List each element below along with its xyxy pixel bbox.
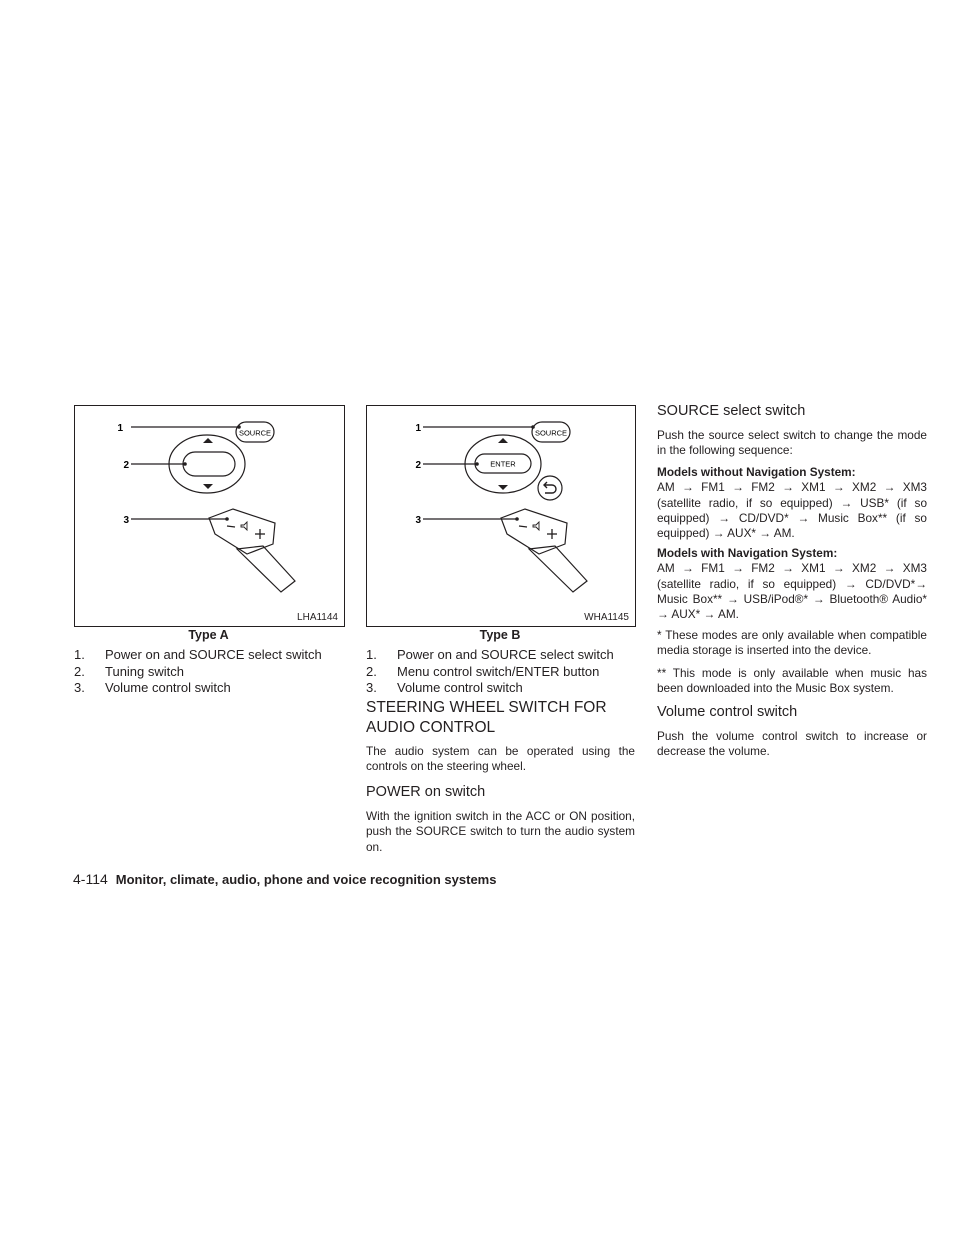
figure-type-b [366,405,636,627]
with-nav-sequence: AM → FM1 → FM2 → XM1 → XM2 → XM3 (satellite radio, if so equipped) → CD/DVD*→ Music Box** → USB/iPod®* → Bluetooth® Audio* → AUX* → AM. [657,561,927,622]
callout-3: 3 [415,515,421,526]
source-heading: SOURCE select switch [657,403,806,419]
steering-body: The audio system can be operated using the controls on the steering wheel. [366,744,635,774]
source-intro: Push the source select switch to change the mode in the following sequence: [657,428,927,458]
without-nav-sequence: AM → FM1 → FM2 → XM1 → XM2 → XM3 (satellite radio, if so equipped) → USB* (if so equipped) → CD/DVD* → Music Box** (if so equipped) → AUX* → AM. [657,480,927,541]
enter-button-label: ENTER [490,459,516,469]
list-item: 3. Volume control switch [74,680,231,695]
steering-heading: STEERING WHEEL SWITCH FOR AUDIO CONTROL [366,699,607,736]
volume-heading: Volume control switch [657,704,798,720]
with-nav-label: Models with Navigation System: [657,546,838,560]
list-type-b [366,647,638,697]
source-button-label: SOURCE [238,428,272,438]
steering-switch-diagram-a [75,406,344,626]
page-number: 4-114 [73,871,108,887]
list-item: 1. Power on and SOURCE select switch [366,647,614,662]
callout-1: 1 [415,423,421,434]
list-type-a [74,647,346,697]
figure-caption-b: Type B [479,628,521,642]
figure-code: LHA1144 [297,612,338,623]
up-arrow-icon [203,438,213,443]
footnote-single-star: * These modes are only available when compatible media storage is inserted into the device. [657,628,927,658]
list-item: 2. Tuning switch [74,663,184,679]
steering-switch-diagram-b [367,406,635,626]
speaker-icon [533,522,539,530]
power-body: With the ignition switch in the ACC or ON position, push the SOURCE switch to turn the audio system on. [366,809,635,854]
figure-type-a [74,405,345,627]
footnote-double-star: ** This mode is only available when music has been downloaded into the Music Box system. [657,666,927,696]
volume-body: Push the volume control switch to increase or decrease the volume. [657,729,927,759]
without-nav-label: Models without Navigation System: [657,465,856,479]
without-nav-block [657,465,927,541]
callout-2: 2 [415,460,421,471]
list-item: 3. Volume control switch [366,680,523,695]
power-heading: POWER on switch [366,784,486,800]
back-icon [544,482,556,493]
callout-3: 3 [123,515,129,526]
down-arrow-icon [203,484,213,489]
up-arrow-icon [498,438,508,443]
callout-2: 2 [123,460,129,471]
down-arrow-icon [498,485,508,490]
list-item: 2. Menu control switch/ENTER button [366,663,600,679]
callout-1: 1 [117,423,123,434]
source-button-label: SOURCE [534,428,568,438]
chapter-title: Monitor, climate, audio, phone and voice recognition systems [115,872,497,887]
figure-caption-a: Type A [188,628,229,642]
page-footer [73,871,496,887]
list-item: 1. Power on and SOURCE select switch [74,647,322,662]
speaker-icon [241,522,247,530]
figure-code: WHA1145 [584,612,629,623]
with-nav-block [657,546,927,622]
